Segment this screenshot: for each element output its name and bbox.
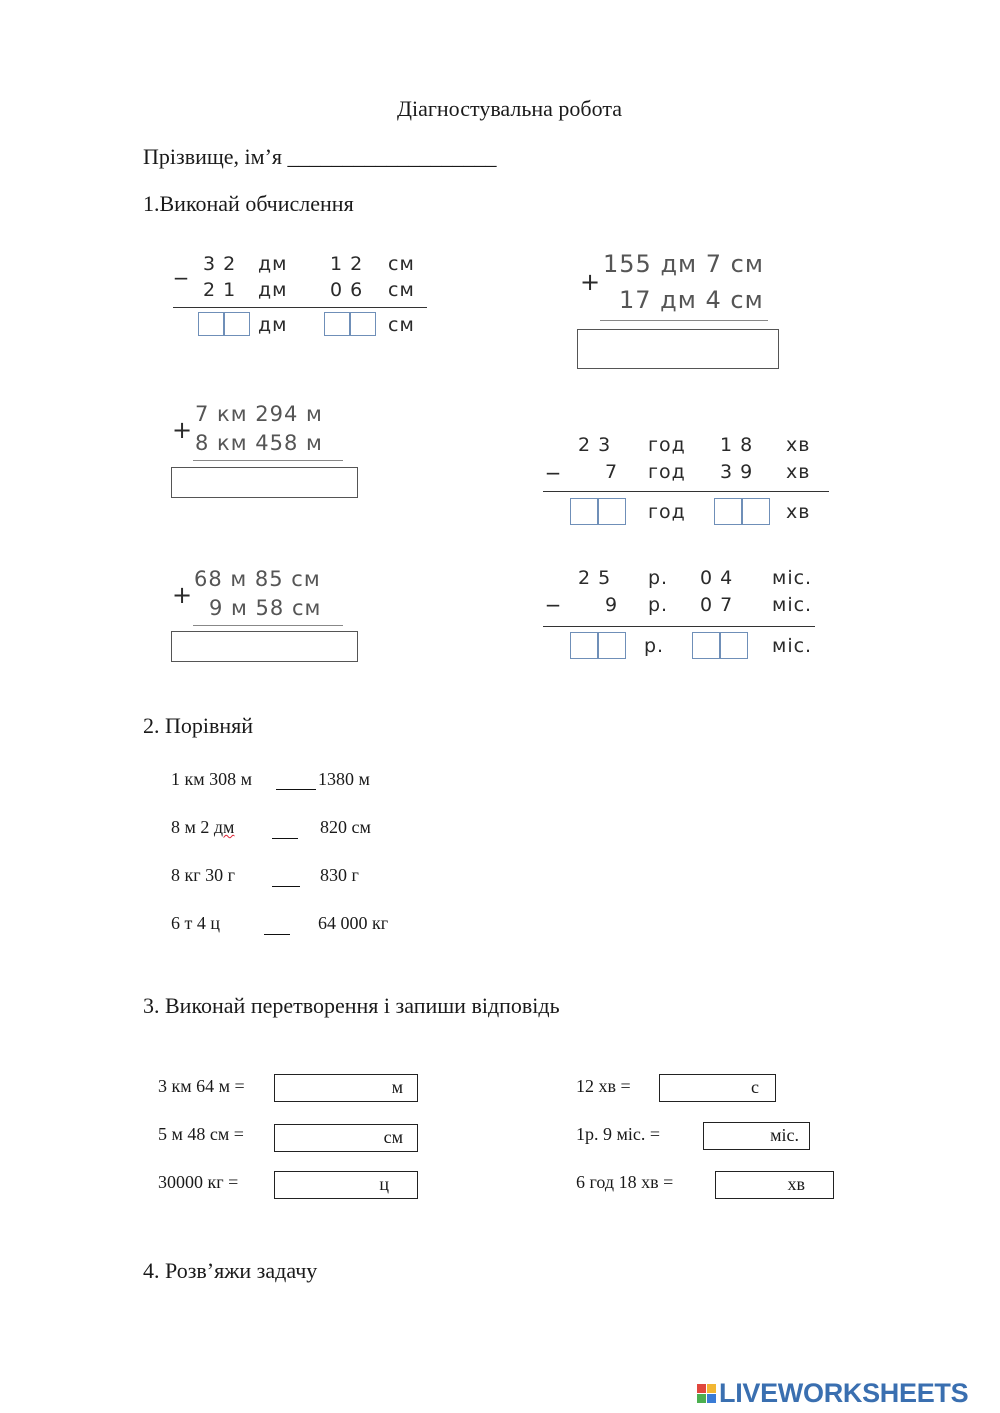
conversion-expr: 30000 кг = (158, 1172, 239, 1192)
digits: 3 2 (203, 253, 237, 275)
unit: р. (644, 635, 665, 657)
digits: 9 (605, 594, 619, 616)
compare-right: 64 000 кг (318, 913, 389, 933)
answer-cell[interactable] (350, 312, 376, 336)
logo-icon (697, 1384, 716, 1403)
row1: 155 дм 7 см (603, 250, 764, 278)
digits: 7 (605, 461, 619, 483)
row2: 8 км 458 м (195, 431, 323, 455)
compare-blank[interactable] (272, 886, 300, 887)
unit: дм (258, 253, 288, 275)
sum-line (543, 626, 815, 627)
conversion-answer[interactable] (274, 1171, 418, 1199)
conversion-answer[interactable] (274, 1124, 418, 1152)
answer-cell[interactable] (714, 498, 742, 525)
row2: 9 м 58 см (209, 596, 322, 620)
unit: год (648, 501, 686, 523)
conversion-unit: міс. (770, 1125, 799, 1145)
compare-right: 820 см (320, 817, 371, 837)
compare-left-b: дм (213, 817, 235, 837)
conversion-answer[interactable] (274, 1074, 418, 1102)
liveworksheets-logo (697, 1378, 968, 1409)
conversion-unit: с (751, 1077, 759, 1097)
digits: 0 6 (330, 279, 364, 301)
task3-heading: 3. Виконай перетворення і запиши відповідь (143, 993, 560, 1018)
answer-box[interactable] (577, 329, 779, 369)
minus-sign: _ (547, 447, 560, 475)
minus-sign: _ (175, 252, 188, 280)
minus-sign: _ (547, 579, 560, 607)
digits: 0 4 (700, 567, 734, 589)
name-blank[interactable]: ___________________ (287, 144, 497, 169)
answer-cell[interactable] (324, 312, 350, 336)
compare-right: 1380 м (318, 769, 370, 789)
digits: 2 5 (578, 567, 612, 589)
unit: р. (648, 567, 669, 589)
answer-cell[interactable] (198, 312, 224, 336)
digits: 2 3 (578, 434, 612, 456)
conversion-unit: м (391, 1077, 403, 1097)
unit: міс. (772, 635, 813, 657)
plus-sign: + (580, 268, 602, 296)
unit: міс. (772, 567, 813, 589)
compare-blank[interactable] (276, 789, 316, 790)
unit: хв (786, 501, 811, 523)
name-label: Прізвище, ім’я (143, 144, 283, 169)
task4-heading: 4. Розв’яжи задачу (143, 1258, 318, 1283)
unit: дм (258, 279, 288, 301)
conversion-expr: 6 год 18 хв = (576, 1172, 674, 1192)
unit: см (388, 253, 415, 275)
conversion-expr: 5 м 48 см = (158, 1124, 244, 1144)
unit: см (388, 279, 415, 301)
compare-blank[interactable] (272, 838, 298, 839)
answer-cell[interactable] (570, 632, 598, 659)
page-title: Діагностувальна робота (397, 96, 622, 121)
compare-left (171, 817, 234, 838)
compare-left-a: 8 м 2 (171, 817, 214, 837)
unit: год (648, 434, 686, 456)
sum-line (600, 320, 768, 321)
conversion-answer[interactable] (715, 1171, 834, 1199)
answer-cell[interactable] (570, 498, 598, 525)
plus-sign: + (172, 581, 194, 609)
digits: 3 9 (720, 461, 754, 483)
name-line (143, 144, 497, 170)
answer-cell[interactable] (692, 632, 720, 659)
digits: 1 2 (330, 253, 364, 275)
sum-line (193, 625, 343, 626)
sum-line (193, 460, 343, 461)
row2: 17 дм 4 см (619, 286, 764, 314)
digits: 2 1 (203, 279, 237, 301)
unit: см (388, 314, 415, 336)
compare-blank[interactable] (264, 934, 290, 935)
unit: хв (786, 434, 811, 456)
conversion-answer[interactable] (659, 1074, 776, 1102)
compare-left: 6 т 4 ц (171, 913, 220, 933)
sum-line (173, 307, 427, 308)
unit: хв (786, 461, 811, 483)
task1-heading: 1.Виконай обчислення (143, 191, 354, 216)
unit: год (648, 461, 686, 483)
conversion-expr: 3 км 64 м = (158, 1076, 245, 1096)
sum-line (543, 491, 829, 492)
compare-left: 1 км 308 м (171, 769, 253, 789)
compare-left: 8 кг 30 г (171, 865, 236, 885)
conversion-unit: хв (787, 1174, 805, 1194)
logo-text: LIVEWORKSHEETS (719, 1378, 969, 1408)
conversion-expr: 12 хв = (576, 1076, 631, 1096)
answer-cell[interactable] (598, 632, 626, 659)
row1: 7 км 294 м (195, 402, 323, 426)
conversion-unit: ц (379, 1174, 389, 1194)
answer-cell[interactable] (720, 632, 748, 659)
unit: р. (648, 594, 669, 616)
answer-cell[interactable] (598, 498, 626, 525)
row1: 68 м 85 см (194, 567, 321, 591)
answer-box[interactable] (171, 467, 358, 498)
conversion-expr: 1р. 9 міс. = (576, 1124, 661, 1144)
digits: 0 7 (700, 594, 734, 616)
conversion-answer[interactable] (703, 1122, 810, 1150)
plus-sign: + (172, 416, 194, 444)
answer-cell[interactable] (224, 312, 250, 336)
task2-heading: 2. Порівняй (143, 713, 254, 738)
unit: дм (258, 314, 288, 336)
digits: 1 8 (720, 434, 754, 456)
unit: міс. (772, 594, 813, 616)
answer-box[interactable] (171, 631, 358, 662)
compare-right: 830 г (320, 865, 359, 885)
answer-cell[interactable] (742, 498, 770, 525)
conversion-unit: см (383, 1127, 403, 1147)
